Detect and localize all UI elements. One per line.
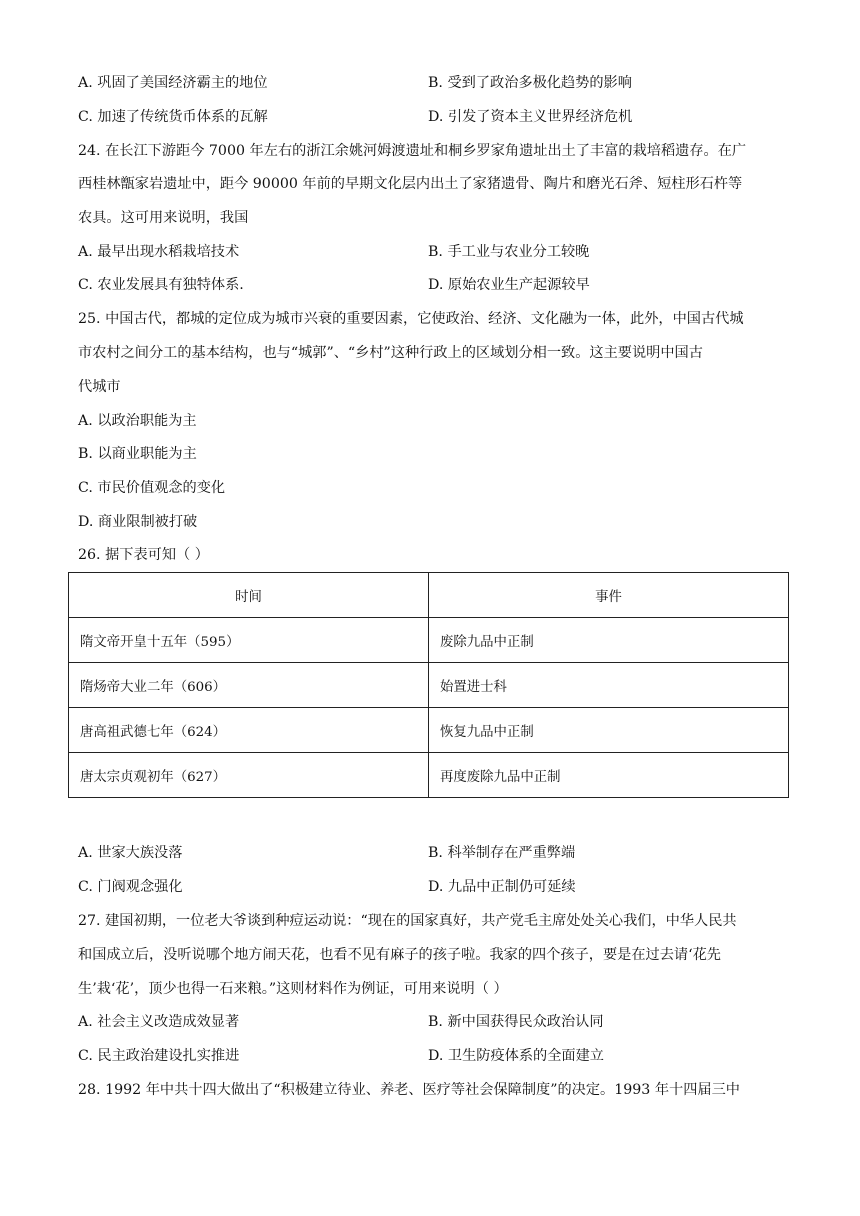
q25-option-a: A. 以政治职能为主 bbox=[78, 413, 197, 429]
q23-option-a: A. 巩固了美国经济霸主的地位 bbox=[78, 75, 268, 91]
q24-stem-line: 西桂林甑家岩遗址中，距今 90000 年前的早期文化层内出土了家猪遗骨、陶片和磨光石斧、短柱形石杵等 bbox=[78, 176, 743, 192]
q27-stem-line: 和国成立后，没听说哪个地方闹天花，也看不见有麻子的孩子啦。我家的四个孩子，要是在过去请‘花先 bbox=[78, 947, 721, 963]
q27-option-b: B. 新中国获得民众政治认同 bbox=[428, 1014, 604, 1030]
table-cell-time: 隋文帝开皇十五年（595） bbox=[69, 618, 429, 663]
table-row bbox=[69, 663, 789, 708]
q28-stem-line: 28. 1992 年中共十四大做出了“积极建立待业、养老、医疗等社会保障制度”的决定。1993 年十四届三中 bbox=[78, 1082, 740, 1098]
q25-stem-line: 市农村之间分工的基本结构，也与“城郭”、“乡村”这种行政上的区域划分相一致。这主要说明中国古 bbox=[78, 345, 703, 361]
q25-stem-line: 25. 中国古代，都城的定位成为城市兴衰的重要因素，它使政治、经济、文化融为一体，此外，中国古代城 bbox=[78, 311, 744, 327]
q26-stem: 26. 据下表可知（ ） bbox=[78, 547, 209, 563]
q27-option-d: D. 卫生防疫体系的全面建立 bbox=[428, 1048, 604, 1064]
q24-stem-line: 农具。这可用来说明，我国 bbox=[78, 210, 249, 226]
q24-option-b: B. 手工业与农业分工较晚 bbox=[428, 244, 590, 260]
q26-option-c: C. 门阀观念强化 bbox=[78, 879, 183, 895]
q25-stem-line: 代城市 bbox=[78, 379, 121, 395]
q23-option-c: C. 加速了传统货币体系的瓦解 bbox=[78, 109, 268, 125]
q26-option-d: D. 九品中正制仍可延续 bbox=[428, 879, 576, 895]
q24-stem-line: 24. 在长江下游距今 7000 年左右的浙江余姚河姆渡遗址和桐乡罗家角遗址出土了丰富的栽培稻遗存。在广 bbox=[78, 143, 747, 159]
table-cell-event: 再度废除九品中正制 bbox=[429, 753, 789, 798]
history-table bbox=[68, 572, 789, 798]
table-cell-time: 隋炀帝大业二年（606） bbox=[69, 663, 429, 708]
table-row bbox=[69, 753, 789, 798]
q27-option-c: C. 民主政治建设扎实推进 bbox=[78, 1048, 240, 1064]
table-row bbox=[69, 708, 789, 753]
table-header-event: 事件 bbox=[429, 573, 789, 618]
q27-stem-line: 生’栽‘花’，顶少也得一石来粮。”这则材料作为例证，可用来说明（ ） bbox=[78, 981, 508, 997]
q26-option-b: B. 科举制存在严重弊端 bbox=[428, 845, 576, 861]
q25-option-d: D. 商业限制被打破 bbox=[78, 514, 198, 530]
table-cell-event: 废除九品中正制 bbox=[429, 618, 789, 663]
table-cell-time: 唐高祖武德七年（624） bbox=[69, 708, 429, 753]
table-header-row bbox=[69, 573, 789, 618]
q26-option-a: A. 世家大族没落 bbox=[78, 845, 183, 861]
table-cell-event: 始置进士科 bbox=[429, 663, 789, 708]
q27-stem-line: 27. 建国初期，一位老大爷谈到种痘运动说：“现在的国家真好，共产党毛主席处处关心我们，中华人民共 bbox=[78, 913, 737, 929]
table-cell-time: 唐太宗贞观初年（627） bbox=[69, 753, 429, 798]
q24-option-a: A. 最早出现水稻栽培技术 bbox=[78, 244, 240, 260]
q23-option-b: B. 受到了政治多极化趋势的影响 bbox=[428, 75, 632, 91]
q25-option-b: B. 以商业职能为主 bbox=[78, 446, 197, 462]
table-row bbox=[69, 618, 789, 663]
q24-option-c: C. 农业发展具有独特体系. bbox=[78, 277, 244, 293]
table-cell-event: 恢复九品中正制 bbox=[429, 708, 789, 753]
q27-option-a: A. 社会主义改造成效显著 bbox=[78, 1014, 240, 1030]
q25-option-c: C. 市民价值观念的变化 bbox=[78, 480, 226, 496]
q23-option-d: D. 引发了资本主义世界经济危机 bbox=[428, 109, 633, 125]
table-header-time: 时间 bbox=[69, 573, 429, 618]
q24-option-d: D. 原始农业生产起源较早 bbox=[428, 277, 590, 293]
